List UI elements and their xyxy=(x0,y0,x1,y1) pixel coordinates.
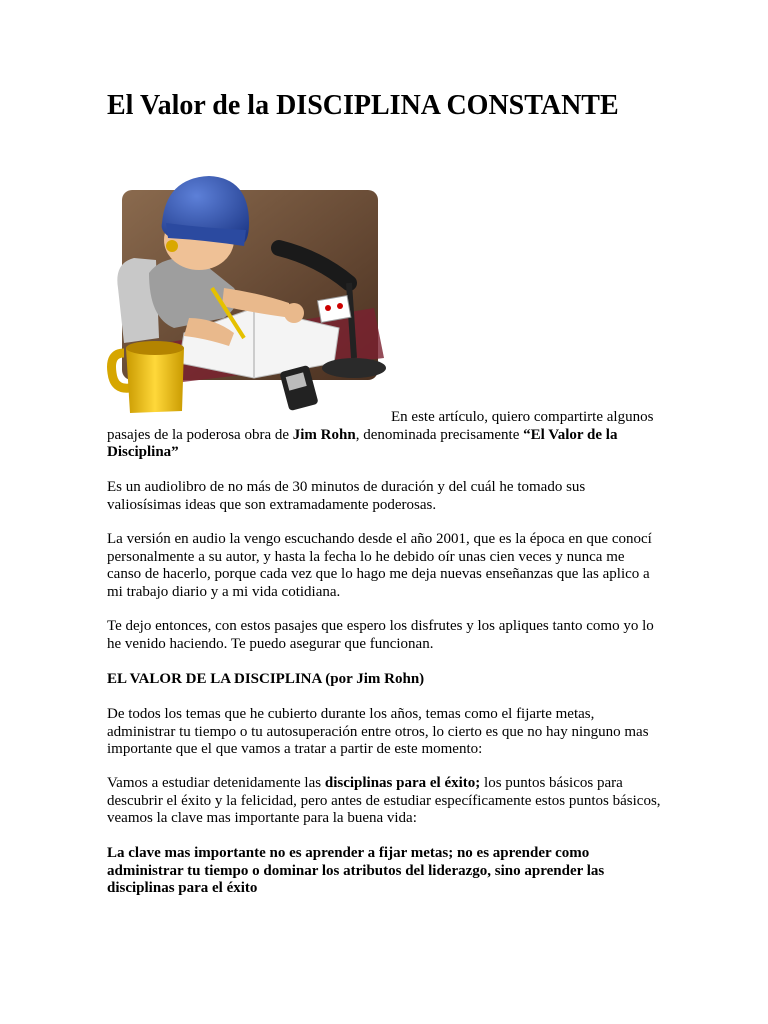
page-title: El Valor de la DISCIPLINA CONSTANTE xyxy=(107,90,619,121)
microphone-base xyxy=(322,358,386,378)
author-name: Jim Rohn xyxy=(292,426,356,443)
key-statement: La clave mas importante no es aprender a fijar metas; no es aprender como administrar tu tiempo o dominar los atributos del liderazgo, sino aprender las disciplinas para el éxito xyxy=(107,845,605,897)
closing-intro-paragraph: Te dejo entonces, con estos pasajes que espero los disfrutes y los apliques tanto como yo lo he venido haciendo. Te puedo asegurar que funcionan. xyxy=(107,618,654,652)
intro-paragraph xyxy=(107,409,662,462)
topics-paragraph: De todos los temas que he cubierto durante los años, temas como el fijarte metas, administrar tu tiempo o tu autosuperación entre otros, lo cierto es que no hay ninguno mas importante que el que vamos a tratar a partir de este momento: xyxy=(107,706,649,758)
work-title: “El Valor de la Disciplina” xyxy=(107,426,618,461)
audiobook-paragraph: Es un audiolibro de no más de 30 minutos de duración y del cuál he tomado sus valiosísimas ideas que son extramadamente poderosas. xyxy=(107,479,586,513)
intro-text-cont: , denominada precisamente xyxy=(355,426,524,443)
study-paragraph xyxy=(107,775,662,828)
study-text-cont: los puntos básicos para descubrir el éxito y la felicidad, pero antes de estudiar específicamente estos puntos básicos, veamos la clave mas importante para la buena vida: xyxy=(107,775,661,827)
yellow-mug xyxy=(126,348,184,413)
study-text: Vamos a estudiar detenidamente las xyxy=(107,775,325,791)
disciplines-phrase: disciplinas para el éxito; xyxy=(324,775,481,791)
section-heading: EL VALOR DE LA DISCIPLINA (por Jim Rohn) xyxy=(107,671,425,687)
boy-writing-illustration xyxy=(104,168,394,413)
audio-version-paragraph: La versión en audio la vengo escuchando desde el año 2001, que es la época en que conocí personalmente a su autor, y hasta la fecha lo he debido oír unas cien veces y nunca me canso de hacerlo, porque cada vez que lo hago me deja nuevas enseñanzas que las aplico a mi trabajo diario y a mi vida cotidiana. xyxy=(107,531,652,600)
intro-text: En este artículo, quiero compartirte algunos pasajes de la poderosa obra de xyxy=(107,409,654,443)
